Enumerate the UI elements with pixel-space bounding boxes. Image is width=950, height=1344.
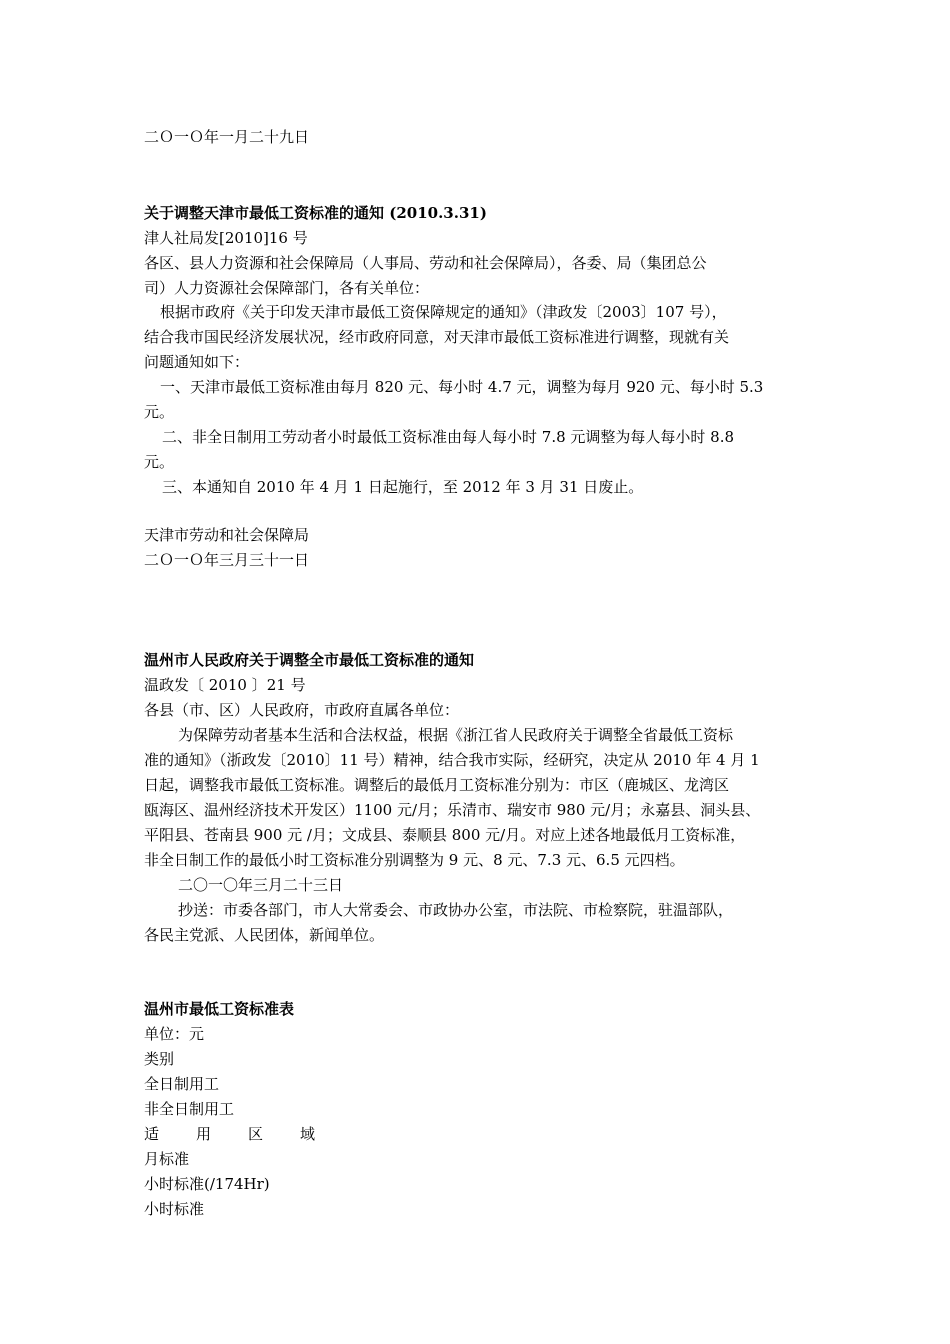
table-hourly-174-header: 小时标准(/174Hr): [144, 1175, 270, 1193]
wenzhou-body-line4: 瓯海区、温州经济技术开发区）1100 元/月；乐清市、瑞安市 980 元/月；永嘉县、洞头县、: [144, 801, 761, 819]
tianjin-item1-line1: 一、天津市最低工资标准由每月 820 元、每小时 4.7 元，调整为每月 920 元、每小时 5.3: [160, 378, 764, 396]
table-full-time-header: 全日制用工: [144, 1075, 220, 1093]
tianjin-body-line2: 结合我市国民经济发展状况，经市政府同意，对天津市最低工资标准进行调整，现就有关: [144, 328, 730, 346]
wenzhou-doc-number: 温政发〔 2010 〕21 号: [144, 676, 306, 694]
table-region-header: [144, 1122, 315, 1146]
wenzhou-cc-line1: 抄送：市委各部门，市人大常委会、市政协办公室，市法院、市检察院，驻温部队，: [178, 901, 734, 919]
region-char-1: 适: [144, 1125, 160, 1143]
region-char-3: 区: [248, 1125, 264, 1143]
tianjin-doc-number: 津人社局发[2010]16 号: [144, 229, 308, 247]
table-category-header: 类别: [144, 1050, 175, 1068]
tianjin-body-line3: 问题通知如下：: [144, 353, 250, 371]
wenzhou-recipients: 各县（市、区）人民政府，市政府直属各单位：: [144, 701, 460, 719]
tianjin-item3: 三、本通知自 2010 年 4 月 1 日起施行，至 2012 年 3 月 31 日废止。: [162, 478, 644, 496]
tianjin-item2-line2: 元。: [144, 453, 175, 471]
table-monthly-header: 月标准: [144, 1150, 190, 1168]
wenzhou-date: 二〇一〇年三月二十三日: [178, 876, 344, 894]
tianjin-item1-line2: 元。: [144, 403, 175, 421]
tianjin-title: 关于调整天津市最低工资标准的通知 (2010.3.31): [144, 204, 487, 222]
tianjin-item2-line1: 二、非全日制用工劳动者小时最低工资标准由每人每小时 7.8 元调整为每人每小时 8.8: [162, 428, 735, 446]
table-hourly-header: 小时标准: [144, 1200, 205, 1218]
region-char-4: 域: [300, 1125, 316, 1143]
tianjin-recipients-line2: 司）人力资源社会保障部门，各有关单位：: [144, 279, 430, 297]
tianjin-issuer: 天津市劳动和社会保障局: [144, 526, 310, 544]
wenzhou-body-line1: 为保障劳动者基本生活和合法权益，根据《浙江省人民政府关于调整全省最低工资标: [178, 726, 734, 744]
wenzhou-body-line2: 准的通知》（浙政发〔2010〕11 号）精神，结合我市实际，经研究，决定从 2010 年 4 月 1: [144, 751, 760, 769]
table-unit: 单位：元: [144, 1025, 205, 1043]
wenzhou-body-line3: 日起，调整我市最低工资标准。调整后的最低月工资标准分别为：市区（鹿城区、龙湾区: [144, 776, 730, 794]
region-char-2: 用: [196, 1125, 212, 1143]
tianjin-date: 二Ｏ一Ｏ年三月三十一日: [144, 551, 310, 569]
wenzhou-body-line6: 非全日制工作的最低小时工资标准分别调整为 9 元、8 元、7.3 元、6.5 元四档。: [144, 851, 685, 869]
table-part-time-header: 非全日制用工: [144, 1100, 235, 1118]
top-date: 二Ｏ一Ｏ年一月二十九日: [144, 128, 310, 146]
wenzhou-title: 温州市人民政府关于调整全市最低工资标准的通知: [144, 651, 475, 669]
wenzhou-body-line5: 平阳县、苍南县 900 元 /月；文成县、泰顺县 800 元/月。对应上述各地最低月工资标准，: [144, 826, 746, 844]
wenzhou-cc-line2: 各民主党派、人民团体，新闻单位。: [144, 926, 385, 944]
table-title: 温州市最低工资标准表: [144, 1000, 295, 1018]
tianjin-recipients-line1: 各区、县人力资源和社会保障局（人事局、劳动和社会保障局），各委、局（集团总公: [144, 254, 707, 272]
tianjin-body-line1: 根据市政府《关于印发天津市最低工资保障规定的通知》（津政发〔2003〕107 号），: [160, 303, 727, 321]
